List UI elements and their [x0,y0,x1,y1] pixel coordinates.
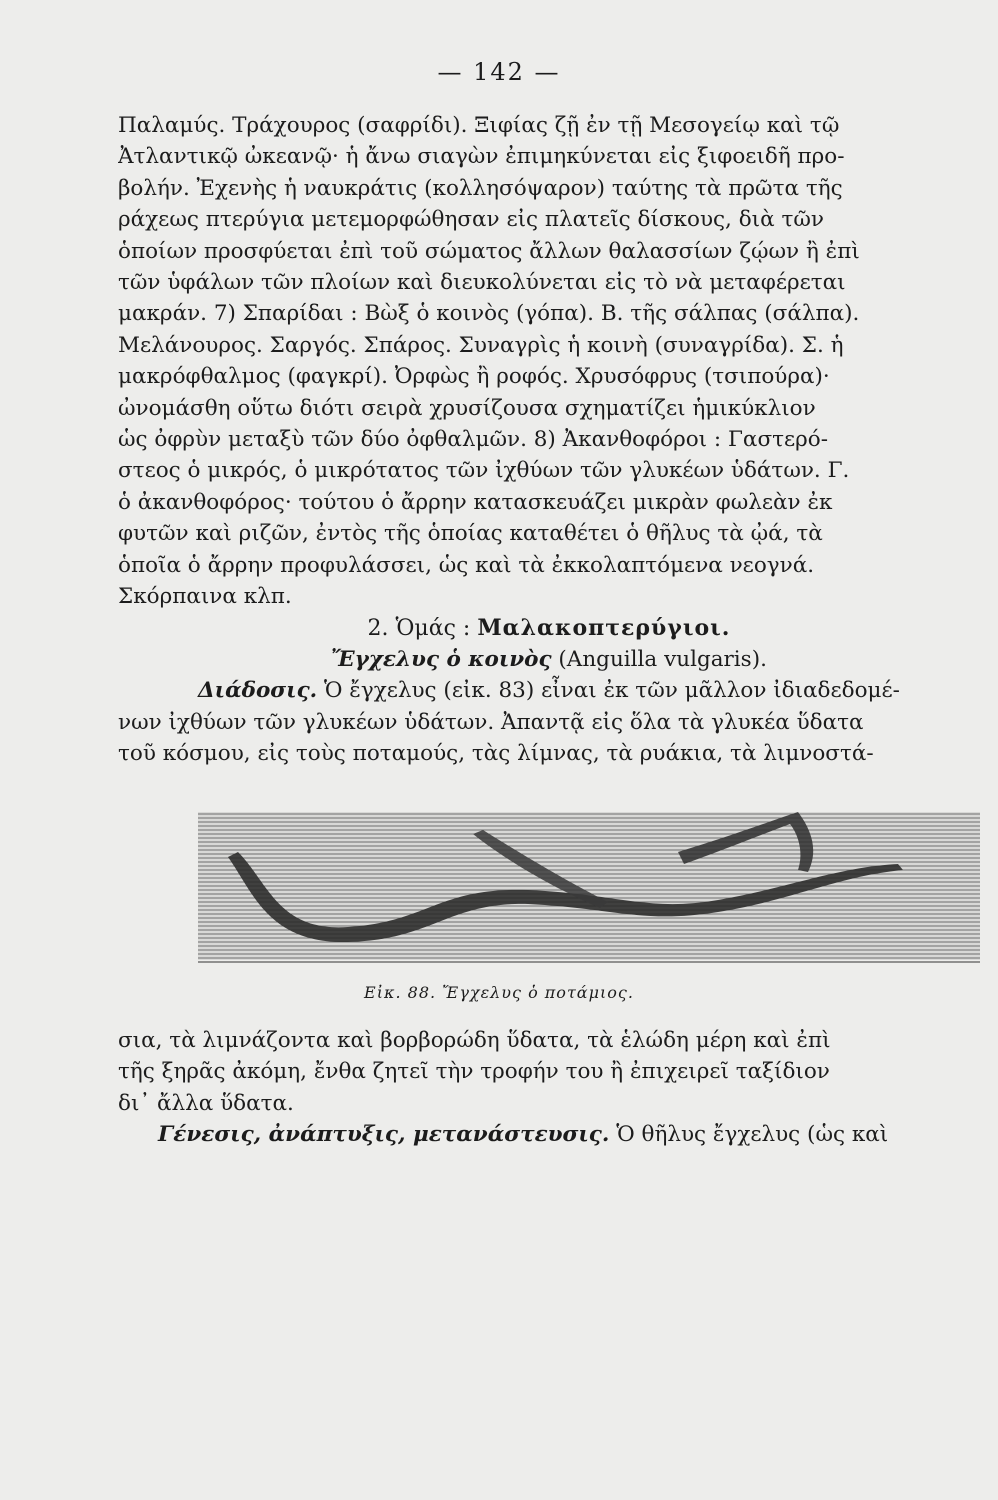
text-line: βολήν. Ἐχενὴς ἡ ναυκράτις (κολλησόψαρον) ταύτης τὰ πρῶτα τῆς [118,175,843,201]
text-line: Μελάνουρος. Σαργός. Σπάρος. Συναγρὶς ἡ κοινὴ (συναγρίδα). Σ. ἡ [118,332,844,358]
eel-illustration [198,812,980,972]
figure-caption: Εἰκ. 88. Ἔγχελυς ὁ ποτάμιος. [364,983,634,1002]
text-line: νων ἰχθύων τῶν γλυκέων ὑδάτων. Ἀπαντᾷ εἰς ὅλα τὰ γλυκέα ὕδατα [118,709,864,735]
text-line [118,675,980,706]
text-line: φυτῶν καὶ ριζῶν, ἐντὸς τῆς ὁποίας καταθέτει ὁ θῆλυς τὰ ᾠά, τὰ [118,521,823,547]
text-line: Σκόρπαινα κλπ. [118,584,292,610]
text-line [118,1119,980,1150]
text-line: ὁ ἀκανθοφόρος· τούτου ὁ ἄρρην κατασκευάζει μικρὰν φωλεὰν ἐκ [118,489,833,515]
eel-engraving [198,812,980,972]
section-prefix: 2. Ὁμάς : [367,615,471,641]
text-line: ὁποίων προσφύεται ἐπὶ τοῦ σώματος ἄλλων θαλασσίων ζῴων ἢ ἐπὶ [118,238,860,264]
text-line: ὡς ὀφρὺν μεταξὺ τῶν δύο ὀφθαλμῶν. 8) Ἀκανθοφόροι : Γαστερό- [118,427,829,453]
genesis-text: Ὁ θῆλυς ἔγχελυς (ὡς καὶ [609,1122,889,1148]
species-name: Ἔγχελυς ὁ κοινὸς [331,646,552,672]
text-line: μακράν. 7) Σπαρίδαι : Βὼξ ὁ κοινὸς (γόπα). Β. τῆς σάλπας (σάλπα). [118,301,860,327]
text-line: Ἀτλαντικῷ ὠκεανῷ· ἡ ἄνω σιαγὼν ἐπιμηκύνεται εἰς ξιφοειδῆ προ- [118,144,845,170]
species-latin: (Anguilla vulgaris). [558,646,767,672]
text-line: τῆς ξηρᾶς ἀκόμη, ἔνθα ζητεῖ τὴν τροφήν του ἢ ἐπιχειρεῖ ταξίδιον [118,1059,830,1085]
section-heading [118,613,980,644]
body-text-top [118,110,980,770]
text-line: δι᾽ ἄλλα ὕδατα. [118,1090,294,1116]
text-line: μακρόφθαλμος (φαγκρί). Ὀρφὼς ἢ ροφός. Χρυσόφρυς (τσιπούρα)· [118,364,830,390]
text-line: ράχεως πτερύγια μετεμορφώθησαν εἰς πλατεῖς δίσκους, διὰ τῶν [118,207,824,233]
genesis-label: Γένεσις, ἀνάπτυξις, μετανάστευσις. [158,1122,610,1148]
text-line: σια, τὰ λιμνάζοντα καὶ βορβορώδη ὕδατα, τὰ ἑλώδη μέρη καὶ ἐπὶ [118,1028,831,1053]
page-number: — 142 — [437,58,561,86]
text-line: Παλαμύς. Τράχουρος (σαφρίδι). Ξιφίας ζῇ ἐν τῇ Μεσογείῳ καὶ τῷ [118,113,840,138]
diadosis-label: Διάδοσις. [198,678,318,704]
text-line: στεος ὁ μικρός, ὁ μικρότατος τῶν ἰχθύων τῶν γλυκέων ὑδάτων. Γ. [118,458,850,484]
text-line: τῶν ὑφάλων τῶν πλοίων καὶ διευκολύνεται εἰς τὸ νὰ μεταφέρεται [118,270,846,296]
section-title: Μαλακοπτερύγιοι. [477,614,731,641]
body-text-bottom [118,1025,980,1151]
diadosis-first: Ὁ ἔγχελυς (εἰκ. 83) εἶναι ἐκ τῶν μᾶλλον ἰδιαδεδομέ- [317,678,900,704]
species-heading [118,644,980,675]
text-line: ὁποῖα ὁ ἄρρην προφυλάσσει, ὡς καὶ τὰ ἐκκολαπτόμενα νεογνά. [118,552,815,578]
text-line: ὠνομάσθη οὕτω διότι σειρὰ χρυσίζουσα σχηματίζει ἡμικύκλιον [118,395,816,421]
text-line: τοῦ κόσμου, εἰς τοὺς ποταμούς, τὰς λίμνας, τὰ ρυάκια, τὰ λιμνοστά- [118,741,874,767]
